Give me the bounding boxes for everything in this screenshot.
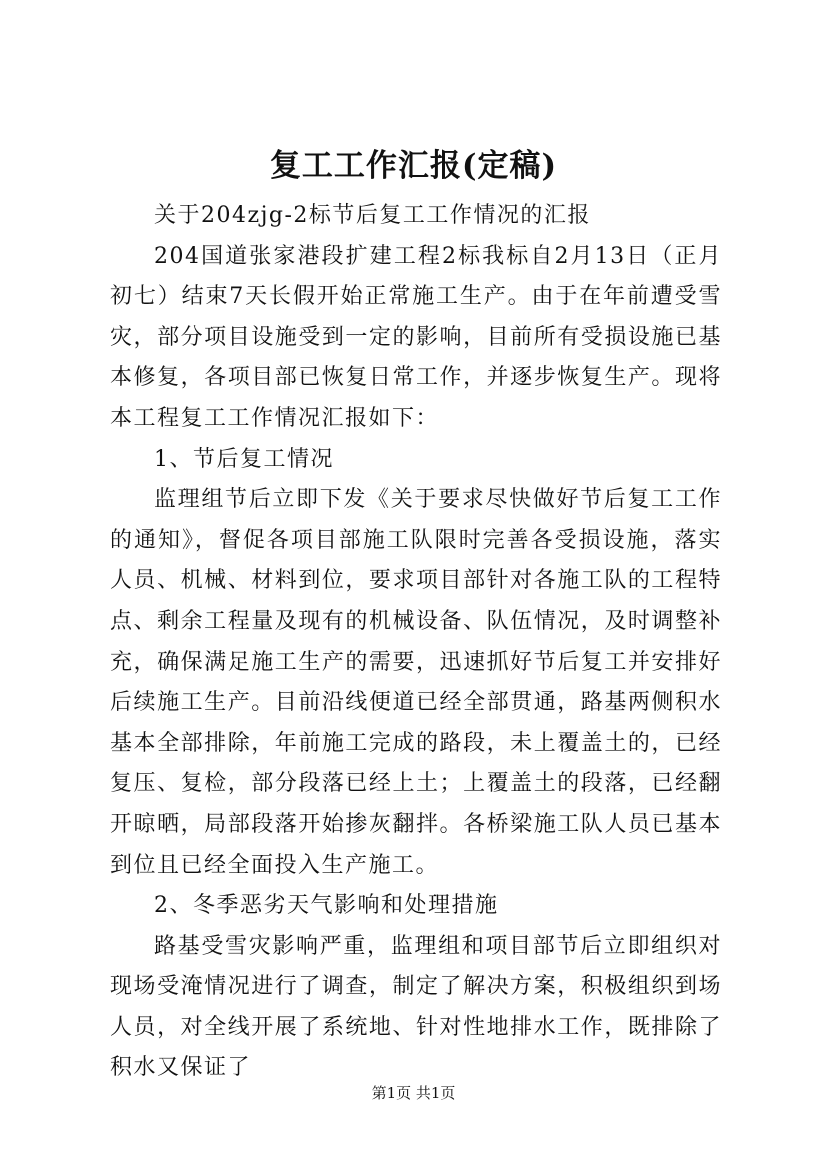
- section-heading-2: 2、冬季恶劣天气影响和处理措施: [154, 893, 499, 919]
- document-body: [110, 196, 722, 1089]
- section-1-paragraph: 监理组节后立即下发《关于要求尽快做好节后复工工作的通知》，督促各项目部施工队限时完善各受损设施，落实人员、机械、材料到位，要求项目部针对各施工队的工程特点、剩余工程量及现有的机械设备、队伍情况，及时调整补充，确保满足施工生产的需要，迅速抓好节后复工并安排好后续施工生产。目前沿线便道已经全部贯通，路基两侧积水基本全部排除，年前施工完成的路段，未上覆盖土的，已经复压、复检，部分段落已经上土；上覆盖土的段落，已经翻开晾晒，局部段落开始掺灰翻拌。各桥梁施工队人员已基本到位且已经全面投入生产施工。: [110, 487, 722, 878]
- subtitle-paragraph: 关于204zjg-2标节后复工工作情况的汇报: [154, 203, 591, 228]
- section-2-paragraph: 路基受雪灾影响严重，监理组和项目部节后立即组织对现场受淹情况进行了调查，制定了解决方案，积极组织到场人员，对全线开展了系统地、针对性地排水工作，既排除了积水又保证了: [110, 933, 722, 1081]
- intro-paragraph: 204国道张家港段扩建工程2标我标自2月13日（正月初七）结束7天长假开始正常施工生产。由于在年前遭受雪灾，部分项目设施受到一定的影响，目前所有受损设施已基本修复，各项目部已恢复日常工作，并逐步恢复生产。现将本工程复工工作情况汇报如下：: [110, 243, 722, 431]
- section-heading-1: 1、节后复工情况: [154, 446, 334, 472]
- page-footer: 第1页 共1页: [371, 1084, 456, 1102]
- document-title: 复工工作汇报(定稿): [269, 148, 558, 184]
